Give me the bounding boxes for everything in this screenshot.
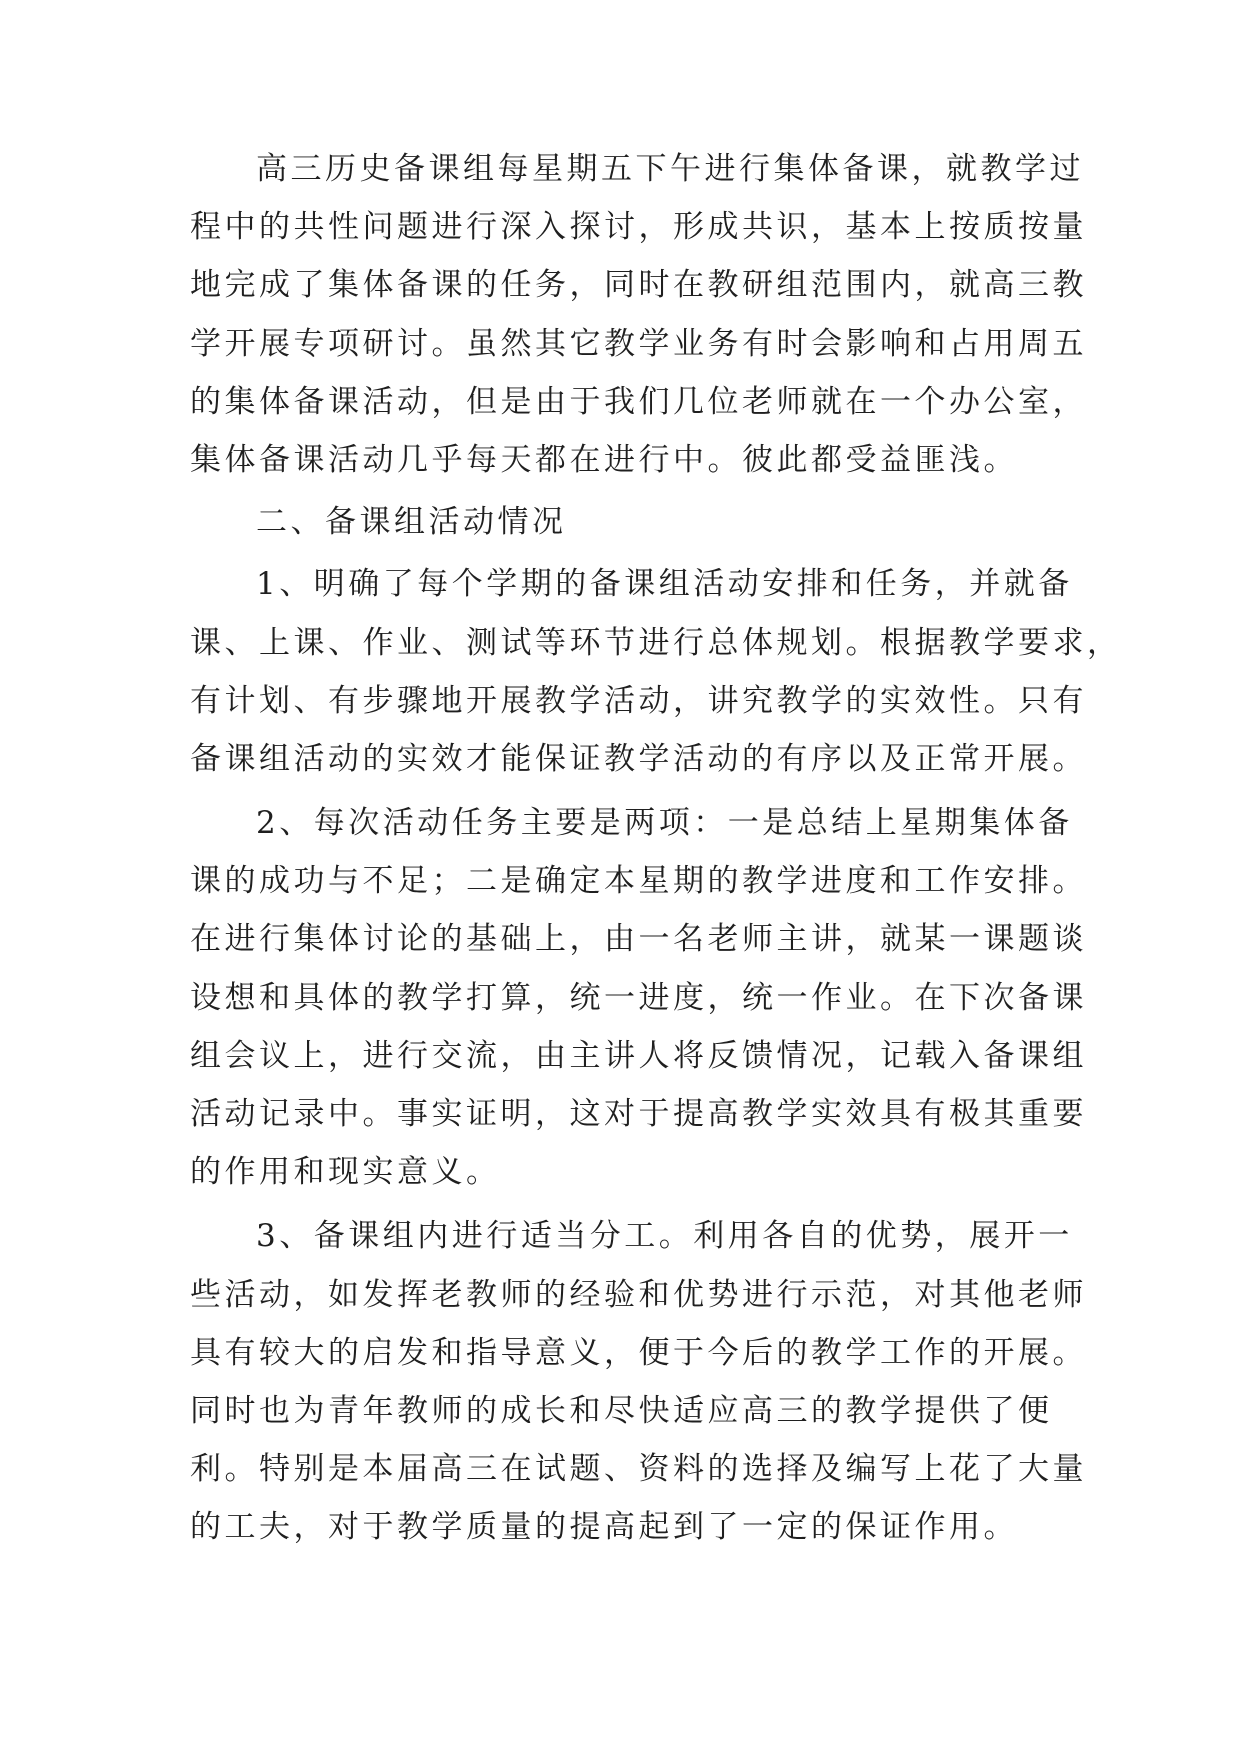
text-line: 2、每次活动任务主要是两项：一是总结上星期集体备 — [256, 805, 1073, 842]
paragraph-item-2 — [190, 794, 1087, 1201]
text-line: 高三历史备课组每星期五下午进行集体备课，就教学过 — [256, 151, 1084, 187]
text-line: 课的成功与不足；二是确定本星期的教学进度和工作安排。 — [190, 863, 1087, 900]
text-line: 同时也为青年教师的成长和尽快适应高三的教学提供了便 — [190, 1392, 1053, 1429]
text-line: 的集体备课活动，但是由于我们几位老师就在一个办公室， — [190, 383, 1087, 420]
text-line: 学开展专项研讨。虽然其它教学业务有时会影响和占用周五 — [190, 325, 1087, 362]
paragraph-collective-lesson-prep — [190, 140, 1087, 489]
text-line: 地完成了集体备课的任务，同时在教研组范围内，就高三教 — [190, 267, 1087, 304]
text-line: 活动记录中。事实证明，这对于提高教学实效具有极其重要 — [190, 1096, 1087, 1133]
text-line: 3、备课组内进行适当分工。利用各自的优势，展开一 — [256, 1218, 1073, 1255]
text-line: 1、明确了每个学期的备课组活动安排和任务，并就备 — [256, 566, 1073, 603]
text-line: 些活动，如发挥老教师的经验和优势进行示范，对其他老师 — [190, 1276, 1087, 1313]
text-line: 集体备课活动几乎每天都在进行中。彼此都受益匪浅。 — [190, 441, 1018, 478]
paragraph-item-3 — [190, 1207, 1087, 1556]
text-line: 课、上课、作业、测试等环节进行总体规划。根据教学要求， — [190, 624, 1122, 661]
text-line: 具有较大的启发和指导意义，便于今后的教学工作的开展。 — [190, 1334, 1087, 1371]
paragraph-item-1 — [190, 555, 1122, 788]
text-line: 组会议上，进行交流，由主讲人将反馈情况，记载入备课组 — [190, 1037, 1087, 1074]
text-line: 的作用和现实意义。 — [190, 1154, 501, 1191]
text-line: 有计划、有步骤地开展教学活动，讲究教学的实效性。只有 — [190, 682, 1087, 719]
text-line: 备课组活动的实效才能保证教学活动的有序以及正常开展。 — [190, 740, 1087, 777]
text-line: 的工夫，对于教学质量的提高起到了一定的保证作用。 — [190, 1509, 1018, 1546]
section-heading: 二、备课组活动情况 — [256, 504, 567, 541]
text-line: 程中的共性问题进行深入探讨，形成共识，基本上按质按量 — [190, 209, 1087, 246]
text-line: 在进行集体讨论的基础上，由一名老师主讲，就某一课题谈 — [190, 921, 1087, 958]
text-line: 利。特别是本届高三在试题、资料的选择及编写上花了大量 — [190, 1451, 1087, 1488]
document-body — [190, 140, 1122, 1557]
text-line: 设想和具体的教学打算，统一进度，统一作业。在下次备课 — [190, 979, 1087, 1016]
